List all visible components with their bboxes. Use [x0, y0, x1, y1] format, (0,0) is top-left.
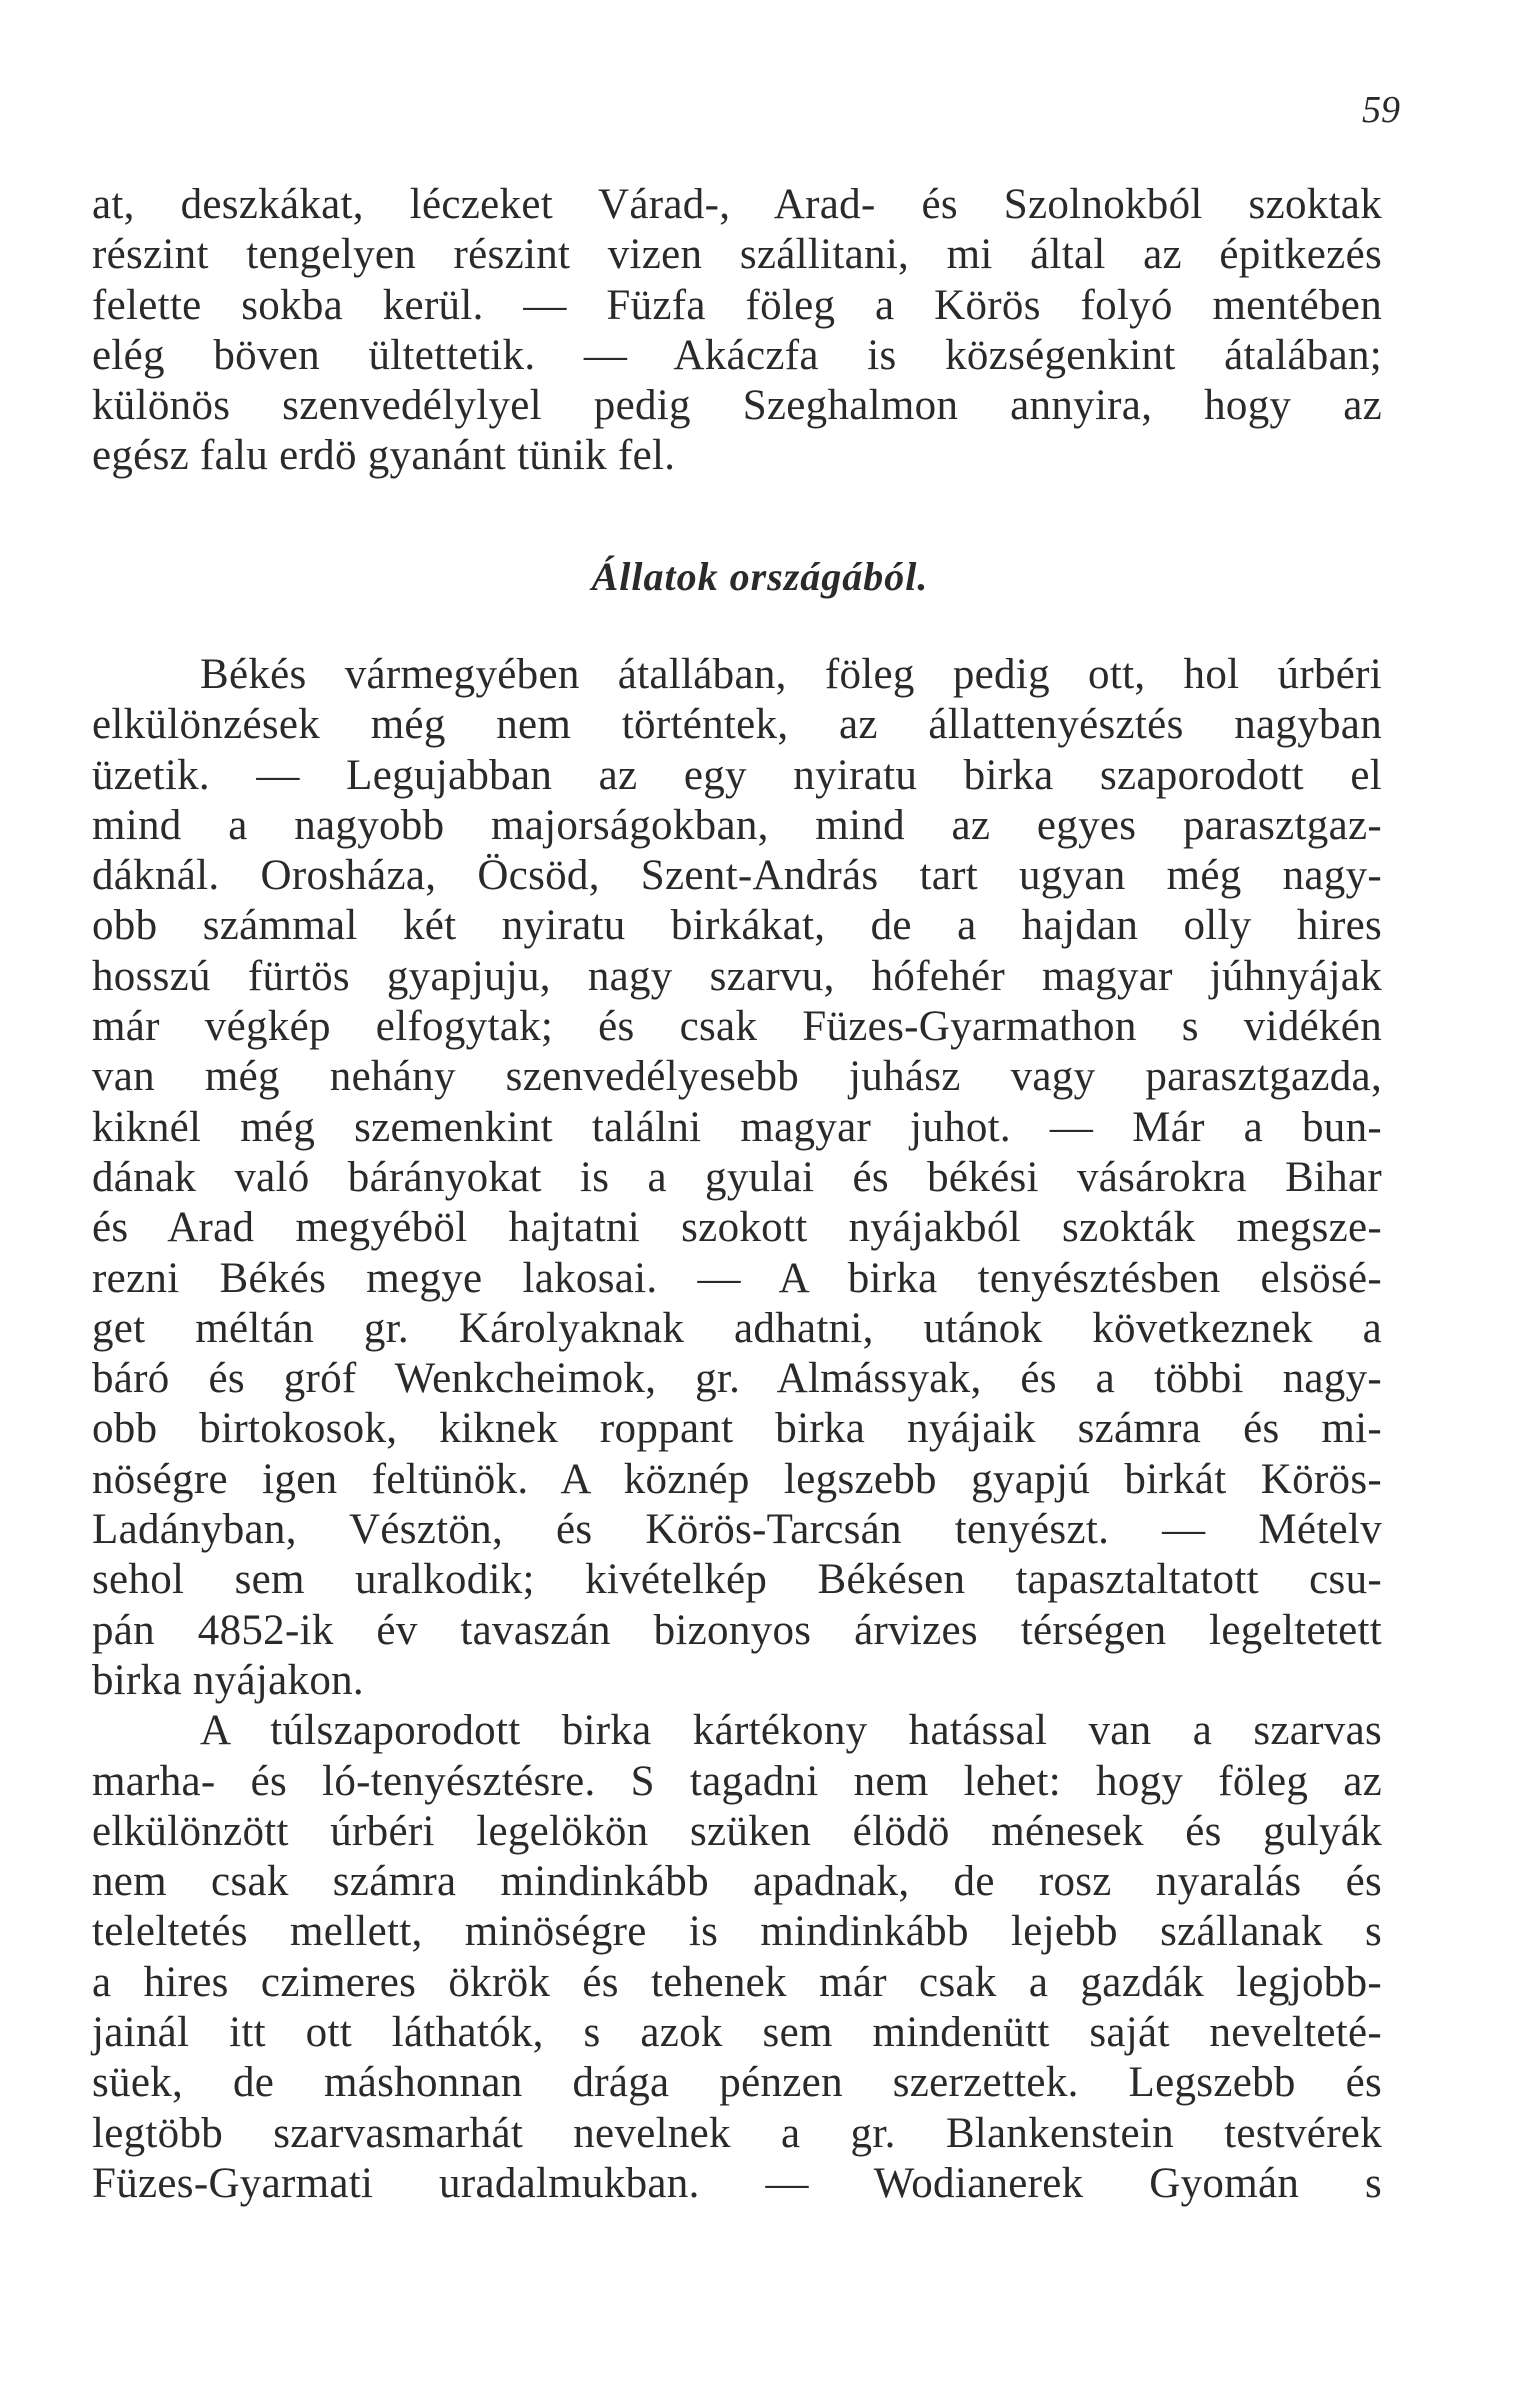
text-line: elkülönzött úrbéri legelökön szüken élödö ménesek és gulyák — [92, 1807, 1382, 1855]
text-line: már végkép elfogytak; és csak Füzes-Gyarmathon s vidékén — [92, 1003, 1382, 1051]
text-line: különös szenvedélylyel pedig Szeghalmon annyira, hogy az — [92, 382, 1382, 430]
text-line: részint tengelyen részint vizen szállitani, mi által az épitkezés — [92, 231, 1382, 279]
text-line: egész falu erdö gyanánt tünik fel. — [92, 432, 676, 480]
text-line: legtöbb szarvasmarhát nevelnek a gr. Blankenstein testvérek — [92, 2109, 1382, 2157]
text-line: A túlszaporodott birka kártékony hatással van a szarvas — [200, 1707, 1382, 1755]
text-line: báró és gróf Wenkcheimok, gr. Almássyak, és a többi nagy- — [92, 1355, 1382, 1403]
text-line: teleltetés mellett, minöségre is mindinkább lejebb szállanak s — [92, 1908, 1382, 1956]
text-line: felette sokba kerül. — Füzfa föleg a Körös folyó mentében — [92, 281, 1382, 329]
text-line: és Arad megyéböl hajtatni szokott nyájakból szokták megsze- — [92, 1204, 1382, 1252]
text-line: süek, de máshonnan drága pénzen szerzettek. Legszebb és — [92, 2059, 1382, 2107]
text-line: Békés vármegyében átallában, föleg pedig ott, hol úrbéri — [200, 651, 1382, 698]
paragraph-trees — [92, 180, 1382, 482]
text-line: at, deszkákat, léczeket Várad-, Arad- és Szolnokból szoktak — [92, 181, 1382, 228]
text-line: kiknél még szemenkint találni magyar juhot. — Már a bun- — [92, 1103, 1382, 1151]
text-line: pán 4852-ik év tavaszán bizonyos árvizes térségen legeltetett — [92, 1606, 1382, 1654]
page-number: 59 — [1362, 89, 1400, 131]
text-line: Ladányban, Vésztön, és Körös-Tarcsán tenyészt. — Mételv — [92, 1506, 1382, 1554]
text-line: elkülönzések még nem történtek, az állattenyésztés nagyban — [92, 701, 1382, 749]
text-line: mind a nagyobb majorságokban, mind az egyes parasztgaz- — [92, 801, 1382, 849]
text-line: birka nyájakon. — [92, 1656, 364, 1704]
section-heading: Állatok országából. — [591, 554, 929, 599]
text-line: jainál itt ott láthatók, s azok sem mindenütt saját nevelteté- — [92, 2009, 1382, 2057]
text-line: obb számmal két nyiratu birkákat, de a hajdan olly hires — [92, 902, 1382, 950]
text-line: dának való bárányokat is a gyulai és békési vásárokra Bihar — [92, 1153, 1382, 1201]
text-line: nem csak számra mindinkább apadnak, de rosz nyaralás és — [92, 1858, 1382, 1906]
text-line: get méltán gr. Károlyaknak adhatni, utánok következnek a — [92, 1304, 1382, 1352]
text-line: elég böven ültettetik. — Akáczfa is községenkint átalában; — [92, 331, 1382, 379]
text-line: obb birtokosok, kiknek roppant birka nyájaik számra és mi- — [92, 1405, 1382, 1453]
text-line: dáknál. Orosháza, Öcsöd, Szent-András tart ugyan még nagy- — [92, 852, 1382, 900]
text-line: rezni Békés megye lakosai. — A birka tenyésztésben elsösé- — [92, 1254, 1382, 1302]
text-line: van még nehány szenvedélyesebb juhász vagy parasztgazda, — [92, 1053, 1382, 1101]
text-line: üzetik. — Legujabban az egy nyiratu birka szaporodott el — [92, 751, 1382, 799]
text-line: sehol sem uralkodik; kivételkép Békésen tapasztaltatott csu- — [92, 1556, 1382, 1604]
text-line: nöségre igen feltünök. A köznép legszebb gyapjú birkát Körös- — [92, 1455, 1382, 1503]
paragraph-animals — [92, 650, 1382, 2209]
text-line: Füzes-Gyarmati uradalmukban. — Wodianerek Gyomán s — [92, 2159, 1382, 2207]
text-line: marha- és ló-tenyésztésre. S tagadni nem lehet: hogy föleg az — [92, 1757, 1382, 1805]
text-line: hosszú fürtös gyapjuju, nagy szarvu, hófehér magyar júhnyájak — [92, 952, 1382, 1000]
text-line: a hires czimeres ökrök és tehenek már csak a gazdák legjobb- — [92, 1958, 1382, 2006]
